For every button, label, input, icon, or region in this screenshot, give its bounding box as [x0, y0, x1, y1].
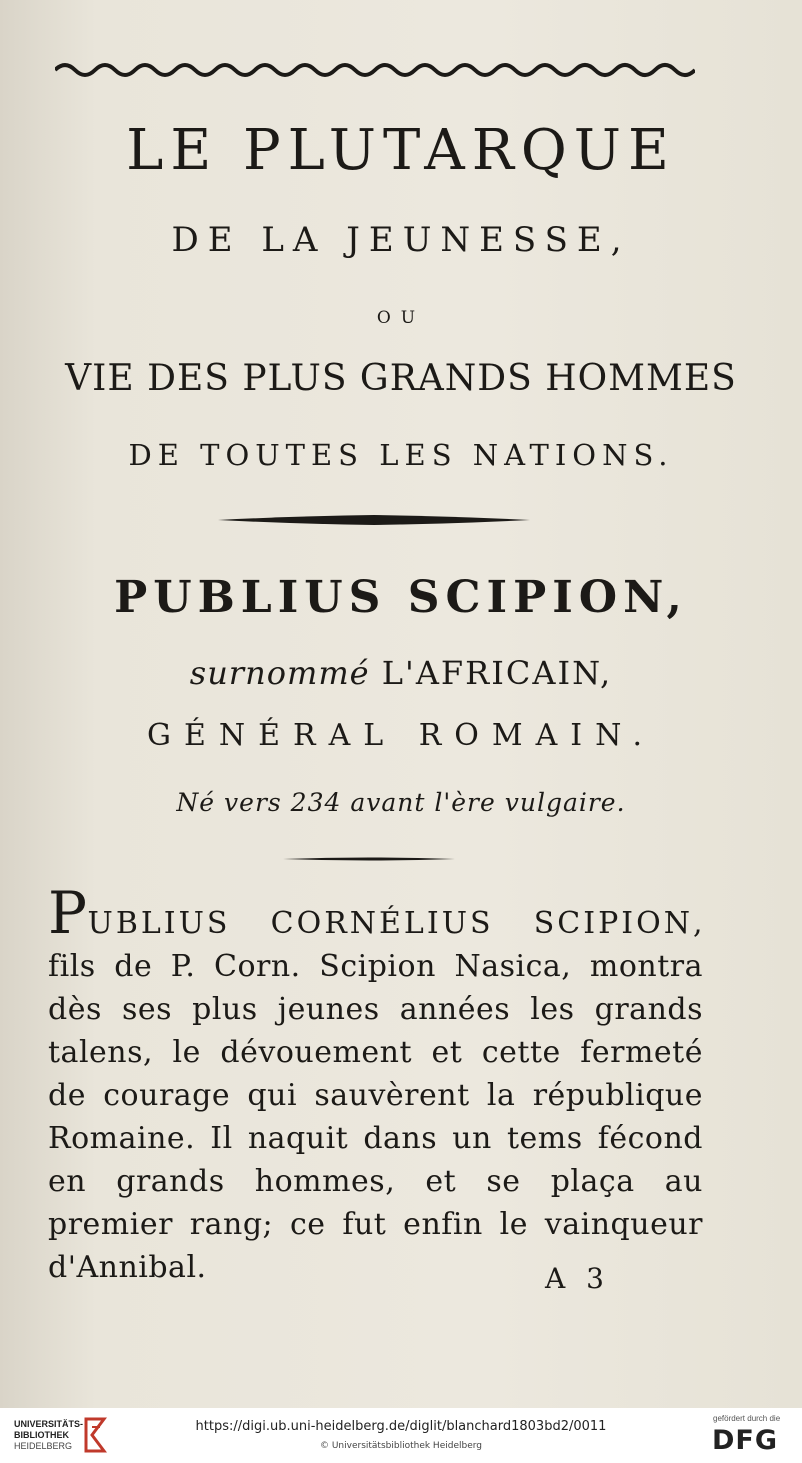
- signature-mark: A 3: [545, 1262, 610, 1295]
- body-paragraph: [48, 879, 703, 1289]
- library-name: UNIVERSITÄTS- BIBLIOTHEK HEIDELBERG: [14, 1419, 84, 1451]
- ornamental-wave-border: [55, 58, 695, 82]
- small-caps-name: UBLIUS CORNÉLIUS SCIPION: [87, 906, 693, 941]
- book-subtitle: VIE DES PLUS GRANDS HOMMES: [65, 358, 737, 399]
- title-conjunction: OU: [376, 308, 426, 328]
- book-title-line2: DE LA JEUNESSE,: [171, 220, 631, 260]
- swelled-rule-divider: [218, 514, 530, 526]
- funding-note: gefördert durch die: [713, 1414, 781, 1423]
- chapter-surname-line: [0, 654, 802, 692]
- viewer-footer: [0, 1408, 802, 1463]
- page-url-link[interactable]: https://digi.ub.uni-heidelberg.de/diglit/blanchard1803bd2/0011: [195, 1419, 607, 1434]
- epithet: L'AFRICAIN,: [381, 654, 613, 692]
- body-text: , fils de P. Corn. Scipion Nasica, montra dès ses plus jeunes années les grands talens, le dévouement et cette fermeté de courage qui sauvèrent la république Romaine. Il naquit dans un tems fécond en grands hommes, et se plaça au premier rang; ce fut enfin le vainqueur d'Annibal.: [48, 906, 703, 1285]
- dfg-logo: DFG: [712, 1425, 779, 1456]
- birth-date-line: Né vers 234 avant l'ère vulgaire.: [176, 788, 626, 817]
- chapter-heading: PUBLIUS SCIPION,: [114, 572, 688, 623]
- subject-rank: GÉNÉRAL ROMAIN.: [146, 718, 655, 753]
- copyright-notice: © Universitätsbibliothek Heidelberg: [319, 1441, 482, 1451]
- drop-cap: P: [48, 879, 88, 947]
- book-subtitle-line2: DE TOUTES LES NATIONS.: [128, 438, 674, 472]
- short-rule-divider: [283, 856, 455, 862]
- book-title: LE PLUTARQUE: [126, 118, 676, 183]
- surnamed-word: surnommé: [189, 654, 370, 692]
